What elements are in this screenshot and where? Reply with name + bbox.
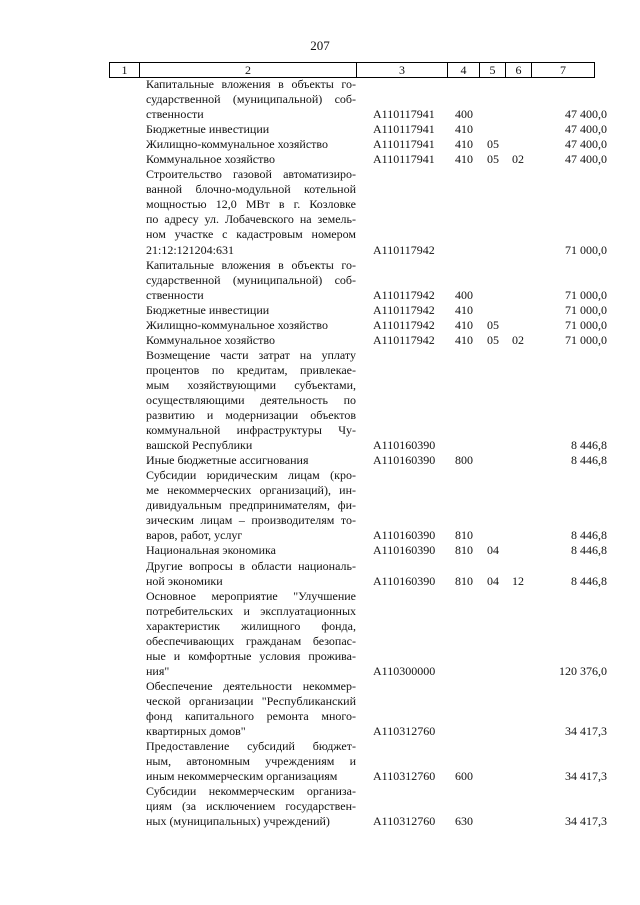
row-col-6 <box>512 137 532 152</box>
row-col-5 <box>487 107 512 122</box>
row-code: А110160390 <box>373 528 436 543</box>
table-row <box>0 137 640 152</box>
header-col-5: 5 <box>489 63 496 77</box>
row-col-5: 04 <box>487 573 499 588</box>
description-line: Иные бюджетные ассигнования <box>146 453 309 468</box>
description-line: по адресу ул. Лобачевского на земель- <box>146 212 356 227</box>
table-row <box>0 152 640 167</box>
row-code: А110160390 <box>373 453 436 468</box>
row-col-4: 410 <box>455 122 473 137</box>
table-header <box>109 62 595 78</box>
row-col-6 <box>512 543 532 558</box>
row-code: А110117941 <box>373 137 435 152</box>
header-col-2: 2 <box>245 63 251 77</box>
table-row <box>0 167 640 257</box>
description-line: ственности <box>146 107 204 122</box>
row-description <box>146 348 356 453</box>
row-col-6 <box>512 107 532 122</box>
description-line: процентов по кредитам, привлекае- <box>146 362 356 377</box>
row-code: А110160390 <box>373 573 436 588</box>
table-row <box>0 559 640 589</box>
table-row <box>0 453 640 468</box>
row-col-4: 630 <box>455 814 473 829</box>
description-line: варов, работ, услуг <box>146 528 243 543</box>
description-line: циям (за исключением государствен- <box>146 799 356 814</box>
row-col-4: 600 <box>455 769 473 784</box>
row-description <box>146 137 356 152</box>
description-line: мым хозяйствующими субъектами, <box>146 377 356 392</box>
description-line: ные и комфортные условия прожива- <box>146 648 356 663</box>
row-col-6 <box>512 453 532 468</box>
description-line: Коммунальное хозяйство <box>146 152 275 167</box>
row-col-4: 410 <box>455 317 473 332</box>
table-row <box>0 258 640 303</box>
row-amount: 34 417,3 <box>565 724 607 739</box>
row-code: А110117941 <box>373 152 435 167</box>
row-col-5 <box>487 664 512 679</box>
description-line: вашской Республики <box>146 438 253 453</box>
header-col-6: 6 <box>515 63 522 77</box>
row-amount: 71 000,0 <box>565 332 607 347</box>
table-row <box>0 77 640 122</box>
description-line: ной экономики <box>146 573 223 588</box>
description-line: Строительство газовой автоматизиро- <box>146 167 356 182</box>
table-row <box>0 348 640 453</box>
row-description <box>146 784 356 829</box>
row-description <box>146 559 356 589</box>
table-row <box>0 589 640 679</box>
table-row <box>0 679 640 739</box>
row-code: А110117942 <box>373 317 435 332</box>
description-line: фонд капитального ремонта много- <box>146 708 356 723</box>
row-amount: 34 417,3 <box>565 769 607 784</box>
description-line: ственности <box>146 287 204 302</box>
row-description <box>146 303 356 318</box>
description-line: ческой организации "Республиканский <box>146 693 356 708</box>
row-description <box>146 77 356 122</box>
description-line: ным, автономным учреждениям и <box>146 754 356 769</box>
table-row <box>0 122 640 137</box>
row-col-5 <box>487 243 512 258</box>
row-description <box>146 152 356 167</box>
description-line: мощностью 12,0 МВт в г. Козловке <box>146 197 356 212</box>
description-line: Капитальные вложения в объекты го- <box>146 77 356 91</box>
row-col-5 <box>487 769 512 784</box>
row-amount: 8 446,8 <box>571 528 607 543</box>
row-col-6 <box>512 814 532 829</box>
description-line: квартирных домов" <box>146 724 246 739</box>
row-col-4: 410 <box>455 332 473 347</box>
row-col-5 <box>487 438 512 453</box>
row-amount: 8 446,8 <box>571 543 607 558</box>
row-code: А110117942 <box>373 302 435 317</box>
description-line: Бюджетные инвестиции <box>146 122 270 137</box>
description-line: обеспечивающих гражданам безопас- <box>146 633 356 648</box>
row-amount: 47 400,0 <box>565 107 607 122</box>
row-col-4 <box>455 243 487 258</box>
description-line: Капитальные вложения в объекты го- <box>146 257 356 272</box>
row-col-5 <box>487 122 512 137</box>
row-col-6: 02 <box>512 332 524 347</box>
row-col-6 <box>512 122 532 137</box>
description-line: ных (муниципальных) учреждений) <box>146 814 330 829</box>
row-code: А110312760 <box>373 769 436 784</box>
row-col-5 <box>487 814 512 829</box>
row-amount: 34 417,3 <box>565 814 607 829</box>
row-code: А110117942 <box>373 242 435 257</box>
row-col-4 <box>455 724 487 739</box>
row-col-5 <box>487 724 512 739</box>
row-col-5 <box>487 288 512 303</box>
row-col-4: 410 <box>455 137 473 152</box>
row-description <box>146 739 356 784</box>
description-line: Субсидии юридическим лицам (кро- <box>146 468 356 483</box>
row-description <box>146 468 356 543</box>
row-amount: 8 446,8 <box>571 453 607 468</box>
description-line: осуществляющими деятельность по <box>146 392 356 407</box>
row-col-6 <box>512 318 532 333</box>
row-col-4: 810 <box>455 528 473 543</box>
description-line: 21:12:121204:631 <box>146 242 235 257</box>
row-amount: 8 446,8 <box>571 573 607 588</box>
row-code: А110160390 <box>373 543 436 558</box>
description-line: Основное мероприятие "Улучшение <box>146 588 356 603</box>
row-col-4: 400 <box>455 287 473 302</box>
row-col-4: 400 <box>455 107 473 122</box>
description-line: Возмещение части затрат на уплату <box>146 347 356 362</box>
row-col-4: 810 <box>455 573 473 588</box>
description-line: ния" <box>146 663 170 678</box>
row-col-5: 04 <box>487 543 499 558</box>
row-col-5 <box>487 528 512 543</box>
row-col-5 <box>487 453 512 468</box>
row-col-5: 05 <box>487 152 499 167</box>
row-col-6: 02 <box>512 152 524 167</box>
row-code: А110117942 <box>373 287 435 302</box>
header-col-1: 1 <box>121 63 128 77</box>
table-row <box>0 739 640 784</box>
row-code: А110117941 <box>373 107 435 122</box>
description-line: Жилищно-коммунальное хозяйство <box>146 137 329 152</box>
table-body <box>0 77 640 829</box>
description-line: Жилищно-коммунальное хозяйство <box>146 317 329 332</box>
row-col-5 <box>487 303 512 318</box>
description-line: Обеспечение деятельности некоммер- <box>146 678 356 693</box>
description-line: сударственной (муниципальной) соб- <box>146 272 356 287</box>
description-line: Другие вопросы в области националь- <box>146 558 356 573</box>
row-code: А110300000 <box>373 663 436 678</box>
row-amount: 71 000,0 <box>565 317 607 332</box>
table-row <box>0 543 640 558</box>
description-line: характеристик жилищного фонда, <box>146 618 356 633</box>
row-col-6: 12 <box>512 573 524 588</box>
description-line: иным некоммерческим организациям <box>146 769 338 784</box>
row-description <box>146 258 356 303</box>
description-line: потребительских и эксплуатационных <box>146 603 356 618</box>
description-line: развитию и модернизации объектов <box>146 408 356 423</box>
row-col-6 <box>512 243 532 258</box>
header-col-3: 3 <box>399 63 405 77</box>
row-description <box>146 453 356 468</box>
table-row <box>0 468 640 543</box>
row-col-4: 410 <box>455 302 473 317</box>
row-amount: 120 376,0 <box>559 663 607 678</box>
row-description <box>146 122 356 137</box>
row-amount: 71 000,0 <box>565 242 607 257</box>
description-line: Бюджетные инвестиции <box>146 302 270 317</box>
row-code: А110117941 <box>373 122 435 137</box>
description-line: дивидуальным предпринимателям, фи- <box>146 498 356 513</box>
description-line: ме некоммерческих организаций), ин- <box>146 483 356 498</box>
page-number: 207 <box>310 38 330 53</box>
row-col-5: 05 <box>487 332 499 347</box>
row-col-4 <box>455 664 487 679</box>
row-code: А110312760 <box>373 814 436 829</box>
row-code: А110117942 <box>373 332 435 347</box>
description-line: Национальная экономика <box>146 543 276 558</box>
row-amount: 8 446,8 <box>571 438 607 453</box>
row-col-6 <box>512 528 532 543</box>
row-col-6 <box>512 438 532 453</box>
row-amount: 71 000,0 <box>565 302 607 317</box>
description-line: коммунальной инфраструктуры Чу- <box>146 423 356 438</box>
row-description <box>146 318 356 333</box>
row-amount: 47 400,0 <box>565 122 607 137</box>
row-amount: 71 000,0 <box>565 287 607 302</box>
row-col-5: 05 <box>487 137 499 152</box>
row-col-4: 800 <box>455 453 473 468</box>
row-description <box>146 543 356 558</box>
description-line: ном участке с кадастровым номером <box>146 227 356 242</box>
header-col-4: 4 <box>460 63 467 77</box>
row-amount: 47 400,0 <box>565 137 607 152</box>
row-col-5: 05 <box>487 317 499 332</box>
table-row <box>0 784 640 829</box>
row-col-4: 410 <box>455 152 473 167</box>
table-row <box>0 318 640 333</box>
row-description <box>146 167 356 257</box>
table-row <box>0 303 640 318</box>
row-col-6 <box>512 724 532 739</box>
row-description <box>146 333 356 348</box>
description-line: ванной блочно-модульной котельной <box>146 182 356 197</box>
row-col-6 <box>512 303 532 318</box>
description-line: Субсидии некоммерческим организа- <box>146 784 356 799</box>
row-col-4 <box>455 438 487 453</box>
row-code: А110312760 <box>373 724 436 739</box>
row-description <box>146 589 356 679</box>
description-line: зическим лицам – производителям то- <box>146 513 356 528</box>
description-line: Предоставление субсидий бюджет- <box>146 739 356 754</box>
row-col-4: 810 <box>455 543 473 558</box>
row-col-6 <box>512 664 532 679</box>
table-row <box>0 333 640 348</box>
row-description <box>146 679 356 739</box>
row-col-6 <box>512 288 532 303</box>
row-amount: 47 400,0 <box>565 152 607 167</box>
header-col-7: 7 <box>560 63 566 77</box>
description-line: Коммунальное хозяйство <box>146 332 275 347</box>
row-code: А110160390 <box>373 438 436 453</box>
description-line: сударственной (муниципальной) соб- <box>146 92 356 107</box>
row-col-6 <box>512 769 532 784</box>
